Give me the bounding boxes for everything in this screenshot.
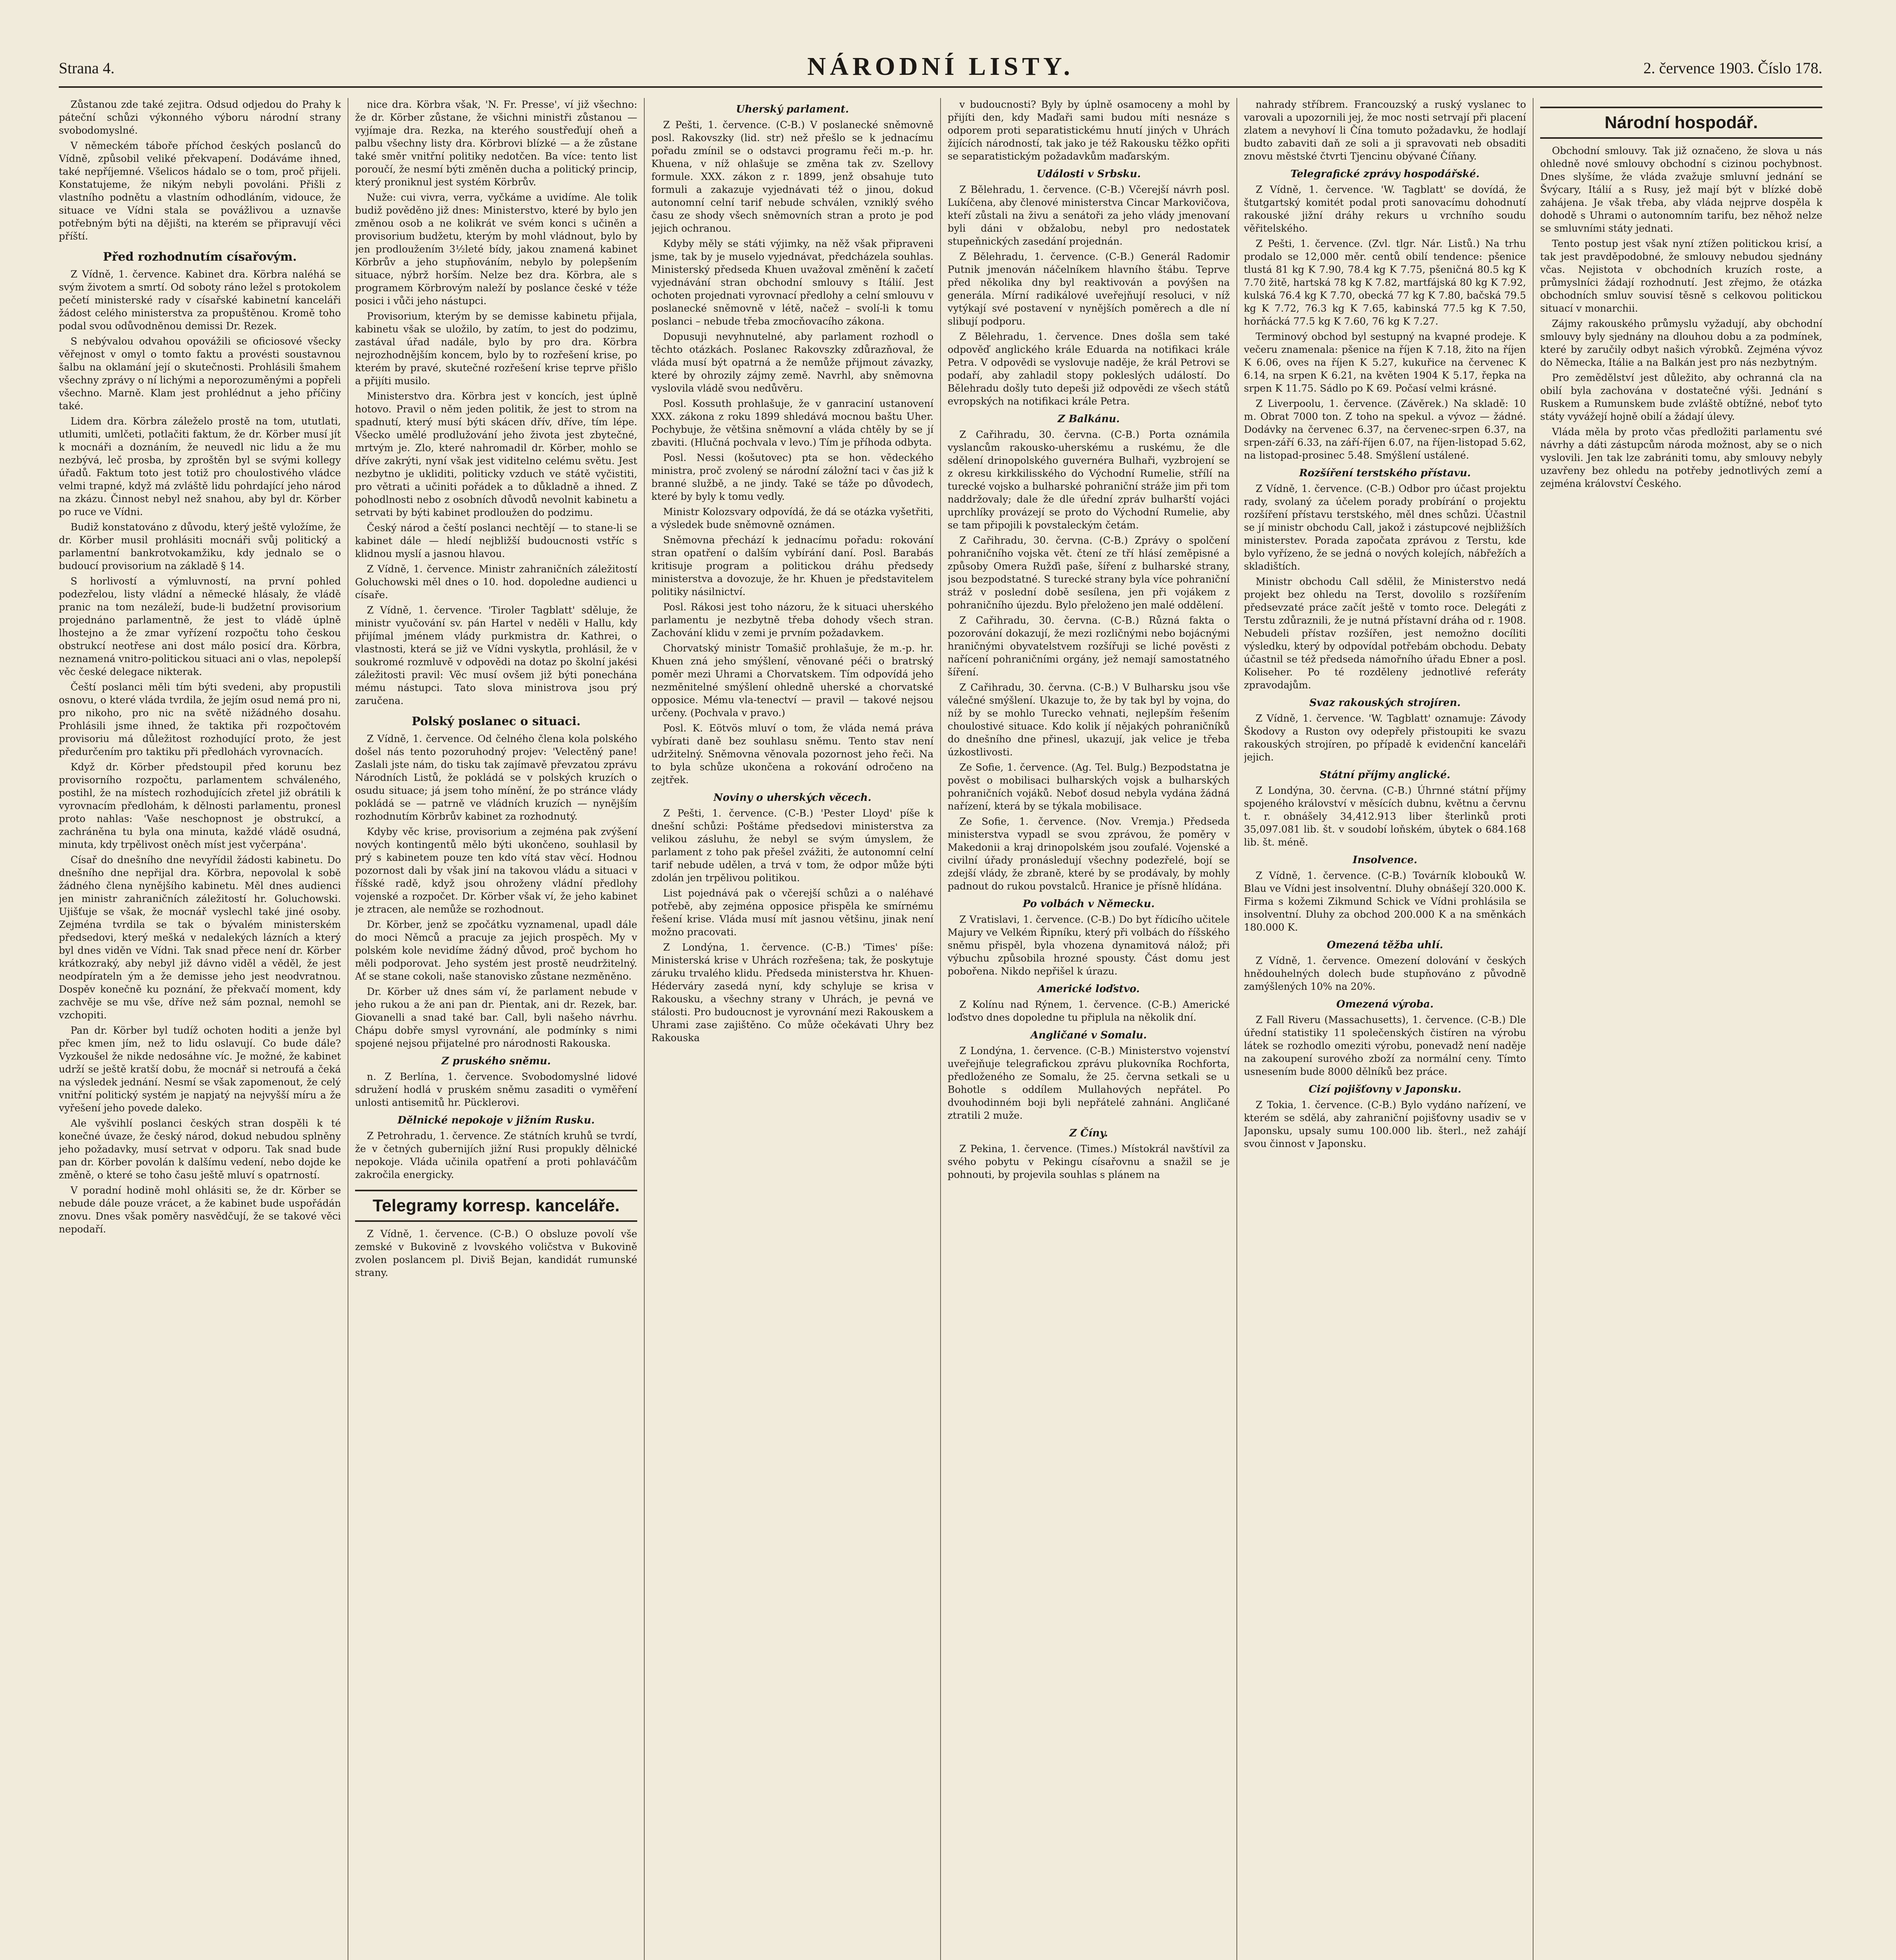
article-paragraph: Z Cařihradu, 30. června. (C-B.) Porta oznámila vyslancům rakousko-uherskému a ruskému, že dle sdělení drinopolského guvernéra Bulhaři, vyzbrojení se z okresu kirkkilisského do Východní Rumelie, střílí na turecké vojsko a bulharské pohraniční stráže jim při tom naddržovaly; dale že dle úřední zpráv bulharští vojáci uprchlíky provázejí se proto do Východní Rumelie, aby se tam připojili k povstaleckým četám. <box>948 429 1230 531</box>
article-paragraph: Ze Sofie, 1. července. (Ag. Tel. Bulg.) Bezpodstatna je pověst o mobilisaci bulharských vojsk a bulharských pohraničních vojáků. Neboť dosud nebyla vydána žádná nařízení, která by se týkala mobilisace. <box>948 762 1230 812</box>
article-paragraph: nahrady stříbrem. Francouzský a ruský vyslanec to varovali a upozornili jej, že moc nosti setrvají při placení zlatem a nevyhoví li Čína tomuto požadavku, že hodlají budto zabaviti daň ze soli a ji spravovati neb obsaditi znovu městské čtvrti Tjencinu obývané Číňany. <box>1244 99 1526 162</box>
column-3 <box>651 98 933 1960</box>
article-heading: Po volbách v Německu. <box>1022 898 1155 910</box>
article-heading: Omezená těžba uhlí. <box>1327 939 1443 951</box>
article-paragraph: Z Pekina, 1. července. (Times.) Místokrál navštívil za svého pobytu v Pekingu císařovnu a snažil se je pohnouti, by projevila souhlas s plánem na <box>948 1143 1230 1180</box>
column-rule <box>940 98 941 1960</box>
article-paragraph: Ministerstvo dra. Körbra jest v koncích, jest úplně hotovo. Pravil o něm jeden politik, že jest to strom na spadnutí, který musí býti skácen dřív, dříve, tím lépe. Všecko umělé prodlužování jeho života jest zbytečné, mrtvým je. Zlo, které nahromadil dr. Körber, mohlo se dříve zakrýti, nyní však jest viditelno celému světu. Jest nezbytno je ukliditi, politicky vzduch ve státě vyčistiti, pro větrati a učiniti pořádek a to důkladně a ihned. Z pohodlnosti nebo z osobních důvodů nevolnit kabinetu a setrvati by býti kabinet prodloužen do podzimu. <box>355 390 637 518</box>
article-paragraph: Z Vídně, 1. července. (C-B.) O obsluze povolí vše zemské v Bukovině z lvovského voličstva v Bukovině zvolen poslancem pl. Diviš Bejan, kandidát rumunské strany. <box>355 1228 637 1278</box>
article-paragraph: Z Kolínu nad Rýnem, 1. července. (C-B.) Americké loďstvo dnes dopoledne tu připlula na několik dní. <box>948 999 1230 1023</box>
article-paragraph: Z Cařihradu, 30. června. (C-B.) Zprávy o spolčení pohraničního vojska vět. čtení ze tří hlásí zeměpisné a způsoby Omera Ružďi paše, šíření z bulharské strany, jsou bezpodstatné. S turecké strany byla více pohraniční stráž v poslední době sesílena, jen při vojákem z pohraničního újezdu. Bylo přeloženo jen malé oddělení. <box>948 535 1230 611</box>
article-paragraph: Z Vídně, 1. července. 'Tiroler Tagblatt' sděluje, že ministr vyučování sv. pán Hartel v neděli v Hallu, kdy přijímal jménem vlády purkmistra dr. Kathrei, o vlastnosti, která se již ve Vídni vyskytla, prohlásil, že v soukromé rozmluvě v odpovědi na dotaz po školní jakési záležitosti pravil: Věc musí ovšem již býti ponechána mému nástupci. Tato slova ministrova jsou prý zaručena. <box>355 604 637 706</box>
column-5 <box>1244 98 1526 1960</box>
article-heading: Rozšíření terstského přístavu. <box>1299 467 1471 479</box>
article-heading: Angličané v Somalu. <box>1030 1029 1147 1041</box>
article-paragraph: Budiž konstatováno z důvodu, který ještě vyložíme, že dr. Körber musil prohlásiti mocnáři svůj politický a parlamentní bankrotvokamžiku, kdy jednalo se o budoucí provisorium na základě § 14. <box>59 521 341 572</box>
column-rule <box>1236 98 1237 1960</box>
article-paragraph: Posl. Rákosi jest toho názoru, že k situaci uherského parlamentu je nezbytně třeba dohody všech stran. Zachování klidu v zemi je prvním požadavkem. <box>651 601 933 639</box>
article-paragraph: Český národ a čeští poslanci nechtějí — to stane-li se kabinet dále — hledí nejbližší budoucnosti vstříc s klidnou myslí a jasnou hlavou. <box>355 522 637 559</box>
article-paragraph: Pan dr. Körber byl tudíž ochoten hoditi a jenže byl přec kmen jím, než to lidu oslavují. Co bude dále? Vyzkoušel že nikde nedosáhne víc. Je možné, že kabinet udrží se ještě kratší dobu, že mocnář si netroufá a čeká na výsledek jednání. Nesmí se však zapomenout, že celý vnitřní politický systém je napjatý na nejvyšší míru a že vyřešení jeho povede daleko. <box>59 1025 341 1114</box>
article-paragraph: Z Vídně, 1. července. (C-B.) Odbor pro účast projektu rady, svolaný za účelem porady probírání o projektu rozšíření přístavu terstského, měl dnes schůzi. Účastnil se jí ministr obchodu Call, jakož i zástupcové nejbližších ministerstev. Porada započata zprávou z Terstu, kde bylo vyřízeno, že se jedná o nových kolejích, nábřežích a skladištích. <box>1244 483 1526 572</box>
column-2 <box>355 98 637 1960</box>
article-paragraph: Ministr Kolozsvary odpovídá, že dá se otázka vyšetřiti, a výsledek bude sněmovně oznámen. <box>651 506 933 530</box>
article-paragraph: nice dra. Körbra však, 'N. Fr. Presse', ví již všechno: že dr. Körber zůstane, že všichni ministři zůstanou — vyjímaje dra. Rezka, na kterého soustřeďují oheň a palbu všechny listy dra. Körbrovi blízké — a že zůstane také směr vnitřní politiky nedotčen. Ba více: tento list poroučí, že nesmí býti změněn ducha a politický princip, který proniknul jest systém Körbrův. <box>355 99 637 188</box>
article-heading: Státní příjmy anglické. <box>1320 769 1450 781</box>
article-paragraph: Z Vídně, 1. července. 'W. Tagblatt' oznamuje: Závody Škodovy a Ruston ovy odepřely přistoupiti ke svazu rakouských strojíren, po případě k evidenční kanceláři jejich. <box>1244 713 1526 763</box>
article-paragraph: Z Pešti, 1. července. (Zvl. tlgr. Nár. Listů.) Na trhu prodalo se 12,000 měr. centů obilí tendence: pšenice tlustá 81 kg K 7.90, 78.4 kg K 7.75, pšeničná 80.5 kg K 7.70 žitě, hartská 78 kg K 7.82, martfájská 80 kg K 7.92, kulská 76.4 kg K 7.70, obecká 77 kg K 7.80, bačská 79.5 kg K 7.72, 76.3 kg K 7.65, kabinská 77.5 kg K 7.50, horňácká 77.5 kg K 7.60, 76 kg K 7.27. <box>1244 238 1526 327</box>
article-paragraph: Ministr obchodu Call sdělil, že Ministerstvo nedá projekt bez ohledu na Terst, dovolilo s rozšířením předsevzaté práce začít ještě v tomto roce. Delegáti z Terstu zdůraznili, že je nutná přístavní dráha od r. 1908. Nebudeli přístav rozšířen, jest nemožno docíliti výsledku, který by odpovídal potřebám obchodu. Debaty účastnil se též předseda námořního úřadu Ebner a posl. Koliseher. Po té rozděleny jednotlivé referáty zpravodajům. <box>1244 576 1526 691</box>
article-paragraph: Z Vídně, 1. července. (C-B.) Továrník klobouků W. Blau ve Vídni jest insolventní. Dluhy obnášejí 320.000 K. Firma s kožemi Zikmund Schick ve Vídni prohlásila se insolventní. Dluhy za obchod 200.000 K a na směnkách 180.000 K. <box>1244 870 1526 933</box>
article-paragraph: Z Fall Riveru (Massachusetts), 1. července. (C-B.) Dle úřední statistiky 11 společenských čistíren na výrobu látek se rozhodlo omeziti výrobu, ponevadž není naděje na zakoupení surového zboží za normální ceny. Tímto usnesením bude 8000 dělníků bez práce. <box>1244 1014 1526 1077</box>
article-paragraph: Nuže: cui vivra, verra, vyčkáme a uvidíme. Ale tolik budiž pověděno již dnes: Ministerstvo, které by bylo jen změnou osob a ne kolikrát ve svém konci s učiněn a provisorium budžetu, kterým by mohl vládnout, bylo by jen prodloužením 3½leté bídy, jakou znamená kabinet Körbrův a jeho stupňováním, nebylo by polepšením situace, nýbrž horším. Nelze bez dra. Körbra, ale s programem Körbrovým naleží by poslance české v téže posici i vůči jeho nástupci. <box>355 192 637 307</box>
masthead <box>59 43 1822 88</box>
article-paragraph: Čeští poslanci měli tím býti svedeni, aby propustili osnovu, o které vláda tvrdila, že jejím osud nemá pro ni, pro nikoho, pro nic na světě nižádného dosahu. Prohlásili jsme ihned, že taktika při rozpočtovém provisoriu má důležitost rozhodující proto, že jest předurčením pro taktiku při předlohách vyrovnacích. <box>59 681 341 757</box>
article-heading: Telegrafické zprávy hospodářské. <box>1290 168 1480 180</box>
article-paragraph: List pojednává pak o včerejší schůzi a o naléhavé potřebě, aby zejména opposice přispěla ke smírnému řešení krise. Vláda musí mít jasnou většinu, jinak není možno pracovati. <box>651 887 933 938</box>
article-heading: Uherský parlament. <box>736 103 849 115</box>
article-heading: Cizí pojišťovny v Japonsku. <box>1309 1083 1461 1095</box>
column-6 <box>1540 98 1822 1960</box>
article-paragraph: Posl. Nessi (košutovec) pta se hon. vědeckého ministra, proč zvolený se národní záložní taci v čas již k branné službě, a ne jindy. Také se táže po důvodech, které by byly k tomu vedly. <box>651 452 933 502</box>
article-paragraph: Provisorium, kterým by se demisse kabinetu přijala, kabinetu však se uložilo, by zatím, to jest do podzimu, zastával úřad nadále, bylo by pro dra. Körbra nejrozhodnějším koncem, bylo by to rozřešení krise, po kterém by pravé, skutečné rozřešení krise teprve přišlo a přijíti musilo. <box>355 310 637 387</box>
article-heading: Insolvence. <box>1352 854 1417 866</box>
article-paragraph: Kdyby věc krise, provisorium a zejména pak zvýšení nových kontingentů mělo býti ukončeno, souhlasil by prý s kabinetem pouze ten kdo vítá stav věcí. Hodnou pozornost dali by však jiní na takovou vládu a situaci v říšské radě, když jsou ohroženy vládní předlohy vojenské a rozpočet. Dr. Körber však ví, že jeho kabinet je ztracen, ale nemůže se rozhodnout. <box>355 826 637 915</box>
article-paragraph: Vláda měla by proto včas předložiti parlamentu své návrhy a dáti zástupcům národa možnost, aby se o nich vyslovili. Jen tak lze zabrániti tomu, aby smlouvy nebyly uzavřeny bez ohledu na potřeby jednotlivých zemí a zejména království Českého. <box>1540 426 1822 489</box>
column-1 <box>59 98 341 1960</box>
article-paragraph: Z Cařihradu, 30. června. (C-B.) Různá fakta o pozorování dokazují, že mezi rozličnými nebo bojácnými hraničnými obyvatelstvem rozšířuji se liché pověsti z nařícení pohraničními orgány, jež nemají samostatného šíření. <box>948 615 1230 678</box>
column-rule <box>644 98 645 1960</box>
article-paragraph: Z Vídně, 1. července. Ministr zahraničních záležitostí Goluchowski měl dnes o 10. hod. dopoledne audienci u císaře. <box>355 563 637 601</box>
newspaper-page <box>59 43 1822 1960</box>
article-heading: Svaz rakouských strojíren. <box>1309 697 1461 709</box>
article-paragraph: Z Pešti, 1. července. (C-B.) V poslanecké sněmovně posl. Rakovszky (lid. str) než přešlo se k jednacímu pořadu zmínil se o odstavci programu řeči m.-p. hr. Khuena, v níž ohlašuje se změna tak zv. Szellovy formule. XXX. zákon z r. 1899, jenž obsahuje tuto formuli a zakazuje vyjednávati též o jinou, dokud autonomní celní tarif nebude schválen, vzniklý svého času ze shody všech sněmovních stran a proto je pod jejich ochranou. <box>651 119 933 234</box>
article-paragraph: Z Cařihradu, 30. června. (C-B.) V Bulharsku jsou vše válečné smýšlení. Ukazuje to, že by tak byl by vojna, do níž by se mohlo Turecko vehnati, nejlepším řešením choulostivé situace. Kdo kolik jí nějakých pohraničníků do dnešního dne přinesl, ukazují, jak velice je třeba úzkostlivosti. <box>948 682 1230 758</box>
article-paragraph: Z Liverpoolu, 1. července. (Závěrek.) Na skladě: 10 m. Obrat 7000 ton. Z toho na spekul. a vývoz — žádné. Dodávky na červenec 6.37, na červenec-srpen 6.37, na srpen-září 6.33, na září-říjen 6.07, na říjen-listopad 5.62, na listopad-prosinec 5.48. Smýšlení ustálené. <box>1244 398 1526 461</box>
article-paragraph: Tento postup jest však nyní ztížen politickou krisí, a tak jest pravděpodobné, že smlouvy nebudou sjednány včas. Nejistota v obchodních kruzích roste, a průmyslníci žádají rozhodnutí. Jest zřejmo, že otázka obchodních smluv souvisí těsně s celkovou politickou situací v monarchii. <box>1540 238 1822 314</box>
article-paragraph: n. Z Berlína, 1. července. Svobodomyslné lidové sdružení hodlá v pruském sněmu zasaditi o vyměření unlosti antisemitů hr. Pücklerovi. <box>355 1071 637 1108</box>
article-paragraph: Císař do dnešního dne nevyřídil žádosti kabinetu. Do dnešního dne nepřijal dra. Körbra, nepovolal k sobě žádného člena nynějšího kabinetu. Měl dnes audienci jen ministr zahraničních záležitostí hr. Goluchowski. Ujišťuje se však, že mocnář vyslechl také jiné osoby. Zejména tvrdila se tak o bývalém ministerském předsedovi, který mešká v nedalekých lázních a který byl dnes viděn ve Vídni. Tak snad přece není dr. Körber krátkozraký, aby nebyl již dávno viděl a věděl, že jest neodpírateln ým a že demisse jeho jest neodvratnou. Dospěv konečně ku poznání, že překvačí moment, kdy zachvěje se mu vše, dříve než sám poznal, nemohl se vzchopiti. <box>59 854 341 1021</box>
article-paragraph: Z Londýna, 1. července. (C-B.) 'Times' píše: Ministerská krise v Uhrách rozřešena; tak, že poskytuje záruku trvalého klidu. Předseda ministerstva hr. Khuen-Héderváry zasedá nyní, kdy schyluje se krisa v Rakousku, a všechny strany v Uhrách, je pevná ve stálosti. Pro budoucnost je vyrovnání mezi Rakouskem a Uhrami zase zajištěno. Co může očekávati Uhry bez Rakouska <box>651 942 933 1044</box>
article-paragraph: S nebývalou odvahou opovážili se oficiosové všecky věřejnost v omyl o tomto faktu a provésti soustavnou šalbu na oklamání její o skutečnosti. Prohlásili šmahem všechny zprávy o ní lichými a neporozuměnými a popřeli všechno. Marně. Klam jest prohlédnut a jeho příčiny také. <box>59 336 341 412</box>
article-heading: Omezená výroba. <box>1336 998 1434 1010</box>
article-heading: Americké loďstvo. <box>1037 983 1140 995</box>
section-heading: Národní hospodář. <box>1540 107 1822 139</box>
article-paragraph: Lidem dra. Körbra záleželo prostě na tom, ututlati, utlumiti, umlčeti, potlačiti faktum, že dr. Körber musí jít k mocnáři a doznáním, že neuvedl nic lidu a že mu nezbývá, leč prosba, by zproštěn byl se svými kollegy úřadů. Faktum toto jest totiž pro choulostivého vládce velmi trapné, když má zvláště lidu pohrdající jeho národ na zkázu. Činnost nebyl než snahou, aby byl dr. Körber po ruce ve Vídni. <box>59 416 341 517</box>
article-paragraph: Kdyby měly se státi výjimky, na něž však připraveni jsme, tak by je muselo vyjednávat, předcházela souhlas. Ministerský předseda Khuen uvažoval změnění k začetí vyjednávání stran obchodní smlouvy s Itálií. Jest ochoten projednati vyrovnací předlohy a celní smlouvu v poslanecké sněmovně v létě, načež – svolí-li k tomu poslanci – nebude třeba zmocňovacího zákona. <box>651 238 933 327</box>
article-paragraph: Když dr. Körber předstoupil před korunu bez provisorního rozpočtu, parlamentem schváleného, postihl, že na místech rozhodujících zřetel již obrátili k vyrovnacím předlohám, k dělnosti parlamentu, pronesl proto nahlas: 'Vaše neschopnost je obstrukcí, a zachráněna tu byla ona minuta, každé vládě osudná, minuta, kdy trpělivost oněch míst jest vyčerpána'. <box>59 761 341 850</box>
article-paragraph: Terminový obchod byl sestupný na kvapné prodeje. K večeru znamenala: pšenice na říjen K 7.18, žito na říjen K 6.06, oves na říjen K 5.27, kukuřice na červenec K 6.14, na srpen K 6.21, na květen 1904 K 5.17, řepka na srpen K 11.75. Sádlo po K 69. Počasí velmi krásné. <box>1244 331 1526 394</box>
article-heading: Z Balkánu. <box>1057 413 1120 425</box>
article-paragraph: V poradní hodině mohl ohlásiti se, že dr. Körber se nebude dále pouze vrácet, a že kabinet bude uspořádán znovu. Dnes však poměry nasvědčují, že se takové věci nepodaří. <box>59 1185 341 1235</box>
columns <box>59 98 1822 1960</box>
article-paragraph: Dr. Körber už dnes sám ví, že parlament nebude v jeho rukou a že ani pan dr. Pientak, ani dr. Rezek, bar. Giovanelli a snad také bar. Call, byli našeho návrhu. Chápu dobře smysl vyrovnání, ale podmínky s nimi spojené nejsou přijatelné pro národnosti Rakouska. <box>355 986 637 1049</box>
article-heading: Noviny o uherských věcech. <box>713 792 872 804</box>
article-paragraph: S horlivostí a výmluvností, na první pohled podezřelou, listy vládní a německé hlásaly, že vládě pranic na tom nezáleží, bude-li budžetní provisorium projednáno parlamentně, že jest to vládě úplně lhostejno a že zmar vyřízení rozpočtu toho českou obstrukcí neotřese ani dost málo posicí dra. Körbra, neznamená vnitro-politickou situaci ani o vlas, nepolepší věc české delegace nikterak. <box>59 575 341 677</box>
newspaper-title: NÁRODNÍ LISTY. <box>807 52 1074 81</box>
article-paragraph: Posl. K. Eötvös mluví o tom, že vláda nemá práva vybírati daně bez souhlasu sněmu. Tento stav není udržitelný. Sněmovna věnovala pozornost jeho řeči. Na to byla schůze ukončena a rokování odročeno na zejtřek. <box>651 722 933 786</box>
article-paragraph: Z Londýna, 30. června. (C-B.) Úhrnné státní příjmy spojeného království v měsících dubnu, květnu a červnu t. r. obnášely 34,412.913 liber šterlinků proti 35,097.081 lib. št. v soudobí loňském, úbytek o 684.168 lib. št. méně. <box>1244 785 1526 848</box>
article-paragraph: Obchodní smlouvy. Tak již označeno, že slova u nás ohledně nové smlouvy obchodní s cizinou pochybnost. Dnes slyšíme, že vláda zvažuje smluvní jednání se Švýcary, Itálií a s Rusy, jež mají být v blízké době zahájena. Je však třeba, aby vláda nejprve dospěla k dohodě s Uhrami o autonomním tarifu, bez něhož nelze se smluvními státy jednati. <box>1540 145 1822 234</box>
article-paragraph: Ale vyšvihlí poslanci českých stran dospěli k té konečné úvaze, že český národ, dokud nebudou splněny jeho požadavky, musí setrvat v odporu. Tak snad bude pan dr. Körber povolán k dalšímu vedení, nebo dojde ke změně, o které se toho času ještě mluví s opatrností. <box>59 1118 341 1181</box>
article-heading: Z Číny. <box>1069 1127 1108 1139</box>
article-paragraph: Zájmy rakouského průmyslu vyžadují, aby obchodní smlouvy byly sjednány na dlouhou dobu a za podmínek, které by zaručily odbyt našich výrobků. Zejména vývoz do Německa, Itálie a na Balkán jest pro nás nezbytným. <box>1540 318 1822 368</box>
article-paragraph: Z Pešti, 1. července. (C-B.) 'Pester Lloyd' píše k dnešní schůzi: Poštáme předsedovi ministerstva za velikou zásluhu, že nebyl se svým úmyslem, že parlament z toho pak přešel zvážiti, že autonomní celní tarif nebude udělen, a trvá v tom, že odpor může býti zdolán jen trpělivou politikou. <box>651 808 933 884</box>
article-paragraph: Z Bělehradu, 1. července. (C-B.) Generál Radomir Putnik jmenován náčelníkem hlavního štábu. Teprve před několika dny byl reaktivován a povýšen na generála. Mírní radikálové uveřejňují resoluci, v níž vytýkají své postavení v nynějších poměrech a dle ní slibují podporu. <box>948 251 1230 327</box>
article-paragraph: Z Petrohradu, 1. července. Ze státních kruhů se tvrdí, že v četných gubernijích jižní Rusi propukly dělnické nepokoje. Vláda učinila opatření a proti pohlaváčům zakročila energicky. <box>355 1130 637 1180</box>
article-paragraph: Z Vídně, 1. července. Od čelného člena kola polského došel nás tento pozoruhodný projev: 'Velectěný pane! Zaslali jste nám, do tisku tak zajímavě převzatou zprávu Národních Listů, že pokládá se v polských kruzích o osudu situace; já jsem toho mínění, že po stránce vlády pokládá se — patrně ve vládních kruzích — nynějším rozhodnutím Körbrův kabinet za rozhodnutý. <box>355 733 637 822</box>
article-paragraph: v budoucnosti? Byly by úplně osamoceny a mohl by přijíti den, kdy Maďaři sami budou míti nesnáze s odporem proti separatistickému hnutí jiných v Uhrách žijících národností, tak jako je též Rakousku těžko opřiti se separatistickým požadavkům maďarským. <box>948 99 1230 162</box>
article-paragraph: Ze Sofie, 1. července. (Nov. Vremja.) Předseda ministerstva vypadl se svou zprávou, že poměry v Makedonii a kraj drinopolském jsou zoufalé. Vojenské a civilní úřady pronásledují všechny podezřelé, bojí se zdejší vlády, že zbraně, které by se prodávaly, by mohly padnout do rukou povstalců. Hranice je přísně hlídána. <box>948 816 1230 892</box>
column-4 <box>948 98 1230 1960</box>
article-paragraph: Z Bělehradu, 1. července. (C-B.) Včerejší návrh posl. Lukíčena, aby členové ministerstva Cincar Markovičova, kteří zůstali na živu a senátoři za jeho vlády jmenovaní byli dáni v obžalobu, nebyl pro nedostatek stupeňnických zasedání projednán. <box>948 184 1230 247</box>
article-heading: Dělnické nepokoje v jižním Rusku. <box>397 1114 595 1126</box>
article-paragraph: Z Londýna, 1. července. (C-B.) Ministerstvo vojenství uveřejňuje telegrafickou zprávu plukovníka Rochforta, předloženého ze Somalu, že 25. června setkali se u Bohotle s oddílem Mullahových nepřátel. Po dvouhodinném boji byli nepřátelé zahnáni. Angličané ztratili 2 muže. <box>948 1045 1230 1121</box>
article-paragraph: Z Bělehradu, 1. července. Dnes došla sem také odpověď anglického krále Eduarda na notifikaci krále Petra. V odpovědi se vyslovuje naděje, že král Petrovi se podaří, aby zahladil stopy pokleslých událostí. Do Bělehradu došly tuto depeši již odpovědi ze všech států evropských na notifikaci krále Petra. <box>948 331 1230 407</box>
article-paragraph: Z Vídně, 1. července. Omezení dolování v českých hnědouhelných dolech bude stupňováno z původně zamýšlených 10% na 20%. <box>1244 955 1526 992</box>
article-heading: Události v Srbsku. <box>1037 168 1141 180</box>
article-paragraph: Z Vratislavi, 1. července. (C-B.) Do byt řídicího učitele Majury ve Velkém Řipníku, který při volbách do říšského sněmu přispěl, byla vhozena dynamitová nálož; při výbuchu způsobila hrozné spousty. Část domu jest pobořena. Nikdo nepřišel k úrazu. <box>948 914 1230 977</box>
article-paragraph: Posl. Kossuth prohlašuje, že v ganraciní ustanovení XXX. zákona z roku 1899 shledává mocnou baštu Uher. Pochybuje, že většina sněmovní a vláda chtěly by se jí zbaviti. (Hlučná pochvala v levo.) Tím je příhoda odbyta. <box>651 398 933 448</box>
page-number: Strana 4. <box>59 59 115 77</box>
issue-date: 2. července 1903. Číslo 178. <box>1643 59 1822 77</box>
article-paragraph: Z Tokia, 1. července. (C-B.) Bylo vydáno nařízení, ve kterém se sdělá, aby zahraniční pojišťovny usadiv se v Japonsku, upsaly sumu 100.000 lib. šterl., než zahájí svou činnost v Japonsku. <box>1244 1099 1526 1149</box>
article-paragraph: Sněmovna přechází k jednacímu pořadu: rokování stran opatření o dalším vybírání daní. Posl. Barabás kritisuje program a politickou dráhu předsedy ministerstva a dovozuje, že hr. Khuen je představitelem politiky násilnictví. <box>651 534 933 597</box>
article-paragraph: Dopusuji nevyhnutelné, aby parlament rozhodl o těchto otázkách. Poslanec Rakovszky zdůrazňoval, že vláda musí být opatrná a že nemůže přijmout závazky, které by ohrozily zájmy země. Navrhl, aby sněmovna vyslovila vládě svou nedůvěru. <box>651 331 933 394</box>
article-paragraph: Chorvatský ministr Tomašič prohlašuje, že m.-p. hr. Khuen zná jeho smýšlení, věnované péči o bratrský poměr mezi Uhrami a Chorvatskem. Tím odpovídá jeho nezměnitelné smýšlení ohledně uherské a chorvatské opposice. Mému vla-tenectví — pravil — takové nejsou určeny. (Pochvala v pravo.) <box>651 642 933 719</box>
article-heading: Z pruského sněmu. <box>441 1055 551 1067</box>
article-heading: Polský poslanec o situaci. <box>411 715 581 728</box>
article-paragraph: Dr. Körber, jenž se zpočátku vyznamenal, upadl dále do moci Němců a pracuje za jejich prospěch. My v polském kole nevidíme žádný důvod, proč bychom ho měli podporovat. Jeho systém jest prostě neudržitelný. Ať se stane cokoli, naše stanovisko zůstane nezměněno. <box>355 919 637 982</box>
article-paragraph: Z Vídně, 1. července. 'W. Tagblatt' se dovídá, že štutgartský komitét podal proti sanovacímu dohodnutí rakouské jižní dráhy rekurs u vrchního soudu věřitelského. <box>1244 184 1526 234</box>
article-paragraph: Zůstanou zde také zejitra. Odsud odjedou do Prahy k páteční schůzi výkonného výboru národní strany svobodomyslné. <box>59 99 341 136</box>
section-heading: Telegramy korresp. kanceláře. <box>355 1190 637 1222</box>
article-paragraph: Pro zemědělství jest důležito, aby ochranná cla na obilí byla zachována v dostatečné výši. Jednání s Ruskem a Rumunskem bude zvláště obtížné, neboť tyto státy vyvážejí hojně obilí a žádají úlevy. <box>1540 372 1822 422</box>
article-paragraph: Z Vídně, 1. července. Kabinet dra. Körbra naléhá se svým životem a smrtí. Od soboty ráno ležel s protokolem pečetí ministerské rady v císařské kabinetní kanceláři žádost celého ministerstva za propuštěnou. Kromě toho podal svou odůvodněnou demissi Dr. Rezek. <box>59 269 341 332</box>
article-paragraph: V německém táboře příchod českých poslanců do Vídně, způsobil veliké překvapení. Dodáváme ihned, také nepříjemné. Všelicos hádalo se o tom, proč přijeli. Konstatujeme, že nikým nebyli povoláni. Přišli z vlastního podnětu a vlastním odhodláním, vidouce, že situace ve Vídni stala se povážlivou a uznavše potřebným býti na dějišti, na kterém se připravují věci příští. <box>59 140 341 242</box>
article-heading: Před rozhodnutím císařovým. <box>103 250 297 264</box>
